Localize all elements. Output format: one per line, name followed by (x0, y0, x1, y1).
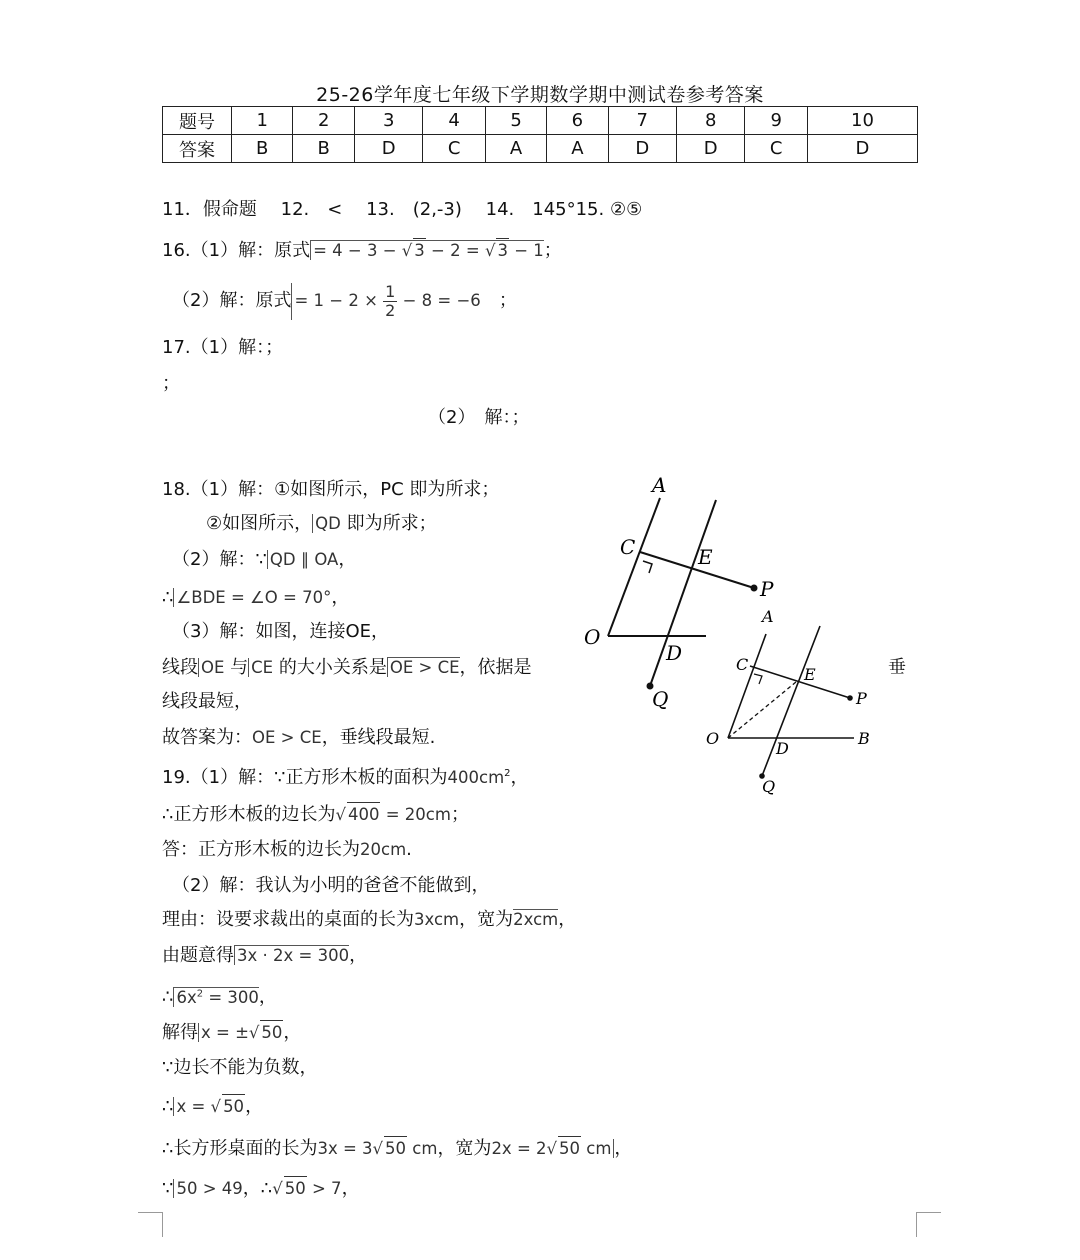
q19-line7 (162, 982, 277, 1010)
math-text: QD (312, 514, 341, 533)
text: 的大小关系是 (273, 657, 387, 678)
text: ，垂线段最短. (321, 727, 436, 748)
answer-14: 14. 145°15. ②⑤ (485, 199, 643, 220)
text: 由题意得 (162, 945, 234, 966)
sqrt-radicand: 50 (558, 1136, 581, 1161)
math-text: 50 > 49 (173, 1179, 242, 1198)
table-cell: 9 (745, 107, 807, 135)
table-cell: 2 (293, 107, 354, 135)
text: ， (558, 909, 577, 930)
segment-PC (640, 552, 754, 588)
fraction-numerator: 1 (385, 281, 396, 301)
math-text: 3x = 3 (317, 1139, 373, 1158)
text: 即为所求； (340, 513, 437, 534)
q19-line9: ∵边长不能为负数， (162, 1057, 318, 1078)
math-text: 6x (176, 987, 197, 1007)
math-text: − 1 (508, 241, 544, 260)
math-text: = 300 (203, 987, 259, 1007)
text: ， (614, 1138, 633, 1159)
text: 与 (224, 657, 249, 678)
q16-part2-label: （2）解：原式 (172, 290, 292, 311)
table-cell: 8 (676, 107, 744, 135)
label-A: A (762, 607, 774, 626)
q19-line12: ∵ 50 > 49，∴√ 50 > 7， (162, 1178, 360, 1199)
math-text: − 8 = −6 (402, 290, 481, 310)
line-QD (762, 626, 820, 776)
table-cell: A (485, 135, 546, 163)
text: ， (331, 587, 350, 608)
label-Q: Q (762, 777, 776, 796)
label-C: C (736, 655, 749, 674)
superscript: 2 (196, 988, 204, 999)
q19-line1 (162, 762, 529, 790)
q18-line5: （3）解：如图，连接OE， (172, 621, 389, 642)
q18-line4 (162, 586, 349, 610)
table-cell: C (423, 135, 485, 163)
text: ，∴ (242, 1178, 273, 1199)
table-cell: 10 (807, 107, 917, 135)
fraction-denominator: 2 (385, 300, 396, 320)
q18-line6-tail: 垂 (888, 657, 906, 678)
superscript: 2 (504, 768, 511, 779)
sqrt-radicand: 50 (260, 1020, 283, 1045)
q16-part1-expression: = 4 − 3 − √ 3 − 2 = √ 3 − 1 (310, 240, 544, 260)
math-text: = 1 − 2 × (294, 290, 378, 310)
q17-part1: 17.（1）解：； (162, 337, 284, 358)
table-row (163, 107, 918, 135)
text: ； (450, 804, 469, 825)
table-cell: D (807, 135, 917, 163)
math-text: OE > CE (252, 728, 322, 747)
label-D: D (776, 739, 789, 758)
q19-line10: ∴ x = √ 50， (162, 1096, 264, 1117)
table-cell: D (608, 135, 676, 163)
math-text: OE > CE (387, 657, 460, 677)
table-cell: C (745, 135, 807, 163)
table-cell: D (354, 135, 422, 163)
q19-line2: ∴正方形木板的边长为√ 400 = 20cm； (162, 804, 469, 825)
text: ， (338, 549, 357, 570)
text: ，宽为 (437, 1138, 492, 1159)
math-text: CE (248, 658, 273, 677)
table-cell: 7 (608, 107, 676, 135)
sqrt-radicand: 3 (413, 238, 426, 263)
math-text: 2x = 2 (491, 1139, 547, 1158)
math-text: cm (407, 1139, 438, 1158)
q17-semicolon: ； (162, 373, 180, 394)
label-B: B (858, 729, 870, 748)
q19-line11: ∴长方形桌面的长为3x = 3√ 50 cm，宽为2x = 2√ 50 cm ， (162, 1138, 633, 1159)
punctuation: ； (498, 290, 517, 311)
answer-11: 11．假命题 (162, 199, 257, 220)
punctuation: ； (543, 240, 562, 261)
table-cell: 6 (547, 107, 608, 135)
page-corner-mark-left (138, 1212, 163, 1237)
table-cell: B (293, 135, 354, 163)
text: ， (341, 1178, 360, 1199)
q18-line8 (162, 726, 435, 750)
table-cell: D (676, 135, 744, 163)
math-text: x = ± (201, 1023, 249, 1042)
sqrt-radicand: 50 (384, 1136, 407, 1161)
label-O: O (584, 625, 601, 649)
table-cell: 1 (232, 107, 293, 135)
text: ， (283, 1022, 302, 1043)
q18-line6 (162, 656, 532, 680)
q16-part1 (162, 238, 562, 263)
math-text: QD ∥ OA (267, 550, 338, 569)
sqrt-radicand: 50 (222, 1094, 245, 1119)
text: 解得 (162, 1022, 198, 1043)
q19-line3 (162, 838, 412, 862)
text: . (406, 839, 412, 860)
right-angle-mark (643, 561, 652, 573)
q19-line5 (162, 908, 576, 932)
q19-line8: 解得 x = ±√ 50， (162, 1022, 302, 1043)
text: ， (349, 945, 368, 966)
text: ， (258, 986, 277, 1008)
table-row (163, 135, 918, 163)
text: ∴ (162, 986, 174, 1008)
point-P (751, 585, 758, 592)
label-E: E (698, 545, 713, 569)
label-Q: Q (652, 687, 669, 711)
math-text: 2xcm (513, 910, 559, 929)
table-cell: 答案 (163, 135, 232, 163)
geometry-figure-2 (700, 600, 900, 800)
math-text: > 7 (306, 1179, 342, 1198)
q19-line4: （2）解：我认为小明的爸爸不能做到， (172, 875, 490, 896)
math-text: 20cm (360, 840, 407, 859)
sqrt-radicand: 400 (347, 802, 381, 827)
q19-line6 (162, 944, 367, 968)
table-cell: 5 (485, 107, 546, 135)
label-A: A (652, 473, 667, 497)
math-text: 3xcm (414, 910, 460, 929)
line-OA (608, 498, 660, 636)
fill-answers-line (162, 198, 642, 222)
table-cell: 3 (354, 107, 422, 135)
text: 19.（1）解：∵正方形木板的面积为 (162, 767, 448, 788)
text: ∴长方形桌面的长为 (162, 1138, 318, 1159)
text: ，宽为 (459, 909, 514, 930)
text: ②如图所示， (206, 513, 313, 534)
text: ∴正方形木板的边长为 (162, 804, 336, 825)
sqrt-radicand: 3 (496, 238, 509, 263)
text: ， (245, 1096, 264, 1117)
text: （2）解：∵ (172, 549, 267, 570)
page-title: 25-26学年度七年级下学期数学期中测试卷参考答案 (316, 84, 764, 106)
table-cell: A (547, 135, 608, 163)
table-cell: 题号 (163, 107, 232, 135)
q18-line2 (206, 512, 437, 536)
q18-line1: 18.（1）解：①如图所示，PC 即为所求； (162, 479, 500, 500)
q16-part2-expression (291, 283, 480, 320)
text: ∴ (162, 1096, 174, 1117)
fraction (383, 283, 397, 320)
math-text: = 20cm (380, 805, 451, 824)
math-text: 400cm (447, 768, 505, 787)
label-P: P (856, 689, 867, 708)
label-E: E (804, 665, 816, 684)
table-cell: 4 (423, 107, 485, 135)
math-text: OE (198, 658, 224, 677)
q17-part2: （2） 解：； (428, 407, 530, 428)
q18-line7: 线段最短， (162, 691, 252, 712)
text: ， (510, 767, 529, 788)
label-D: D (666, 641, 683, 665)
math-text: cm (581, 1139, 612, 1158)
text: ∴ (162, 587, 174, 608)
text: ∵ (162, 1178, 174, 1199)
text: 线段 (162, 657, 198, 678)
math-text: − 2 = (425, 241, 485, 260)
q16-part1-label: 16.（1）解：原式 (162, 240, 311, 261)
math-text: 3x · 2x = 300 (234, 945, 349, 965)
text: ，依据是 (459, 657, 532, 678)
page-corner-mark-right (916, 1212, 941, 1237)
label-C: C (620, 535, 636, 559)
segment-PC (750, 666, 850, 698)
math-text: ∠BDE = ∠O = 70° (173, 588, 331, 607)
text: 答：正方形木板的边长为 (162, 839, 360, 860)
sqrt-radicand: 50 (284, 1176, 307, 1201)
math-text: x = (176, 1097, 211, 1116)
answer-12: 12. < (280, 199, 343, 220)
answer-table (162, 106, 918, 163)
text: 理由：设要求裁出的桌面的长为 (162, 909, 414, 930)
math-text: = 4 − 3 − (313, 241, 402, 260)
label-O: O (706, 729, 720, 748)
right-angle-mark (754, 674, 762, 684)
label-P: P (760, 577, 774, 601)
point-P (847, 695, 853, 701)
text: 故答案为： (162, 727, 252, 748)
q16-part2 (172, 276, 517, 326)
answer-13: 13. (2,-3) (366, 199, 462, 220)
table-cell: B (232, 135, 293, 163)
q18-line3 (172, 548, 356, 572)
